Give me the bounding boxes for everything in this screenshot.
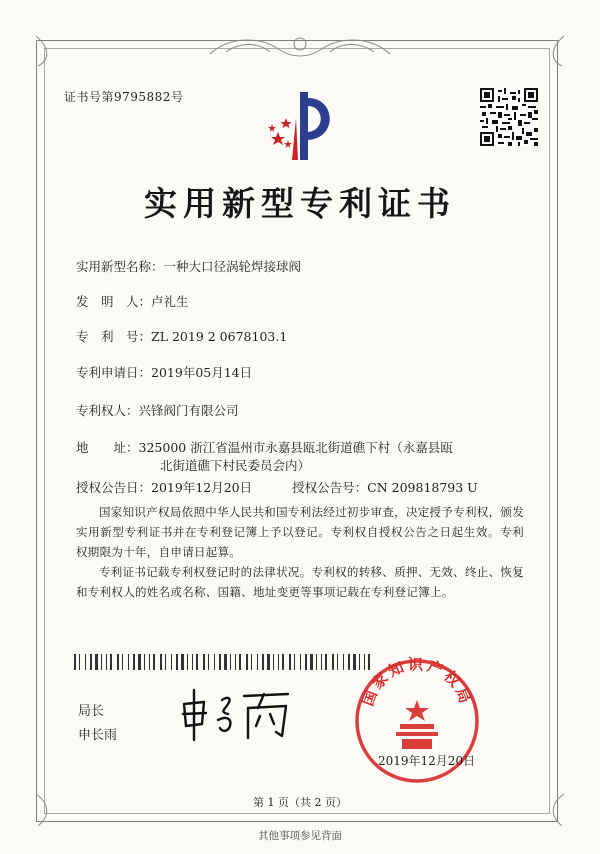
barcode-bar [122,654,123,670]
barcode-bar [117,654,119,670]
filing-date-label: 专利申请日： [76,365,152,380]
grant-date-value: 2019年12月20日 [151,480,253,495]
seal-date: 2019年12月20日 [378,754,476,768]
barcode-bar [305,654,307,670]
qr-code-icon [480,88,538,146]
barcode-bar [85,654,86,670]
inventor-value: 卢礼生 [151,294,189,309]
body-paragraph-2: 专利证书记载专利权登记时的法律状况。专利权的转移、质押、无效、终止、恢复和专利权人的姓名或名称、国籍、地址变更等事项记载在专利登记簿上。 [76,565,524,599]
barcode-bar [79,654,80,670]
director-title: 局长 [78,704,105,719]
barcode-bar [106,654,107,670]
address-value-line1: 325000 浙江省温州市永嘉县瓯北街道礁下村（永嘉县瓯 [138,440,453,455]
cnipa-logo-icon [262,88,342,164]
barcode-bar [343,654,344,670]
barcode-bar [316,654,317,670]
barcode-bar [282,654,284,670]
body-paragraph-1: 国家知识产权局依照中华人民共和国专利法经过初步审查，决定授予专利权，颁发实用新型专利证书并在专利登记簿上予以登记。专利权自授权公告之日起生效。专利权期限为十年，自申请日起算。 [76,505,524,559]
certificate-number: 证书号第9795882号 [64,90,184,104]
barcode-bar [74,654,76,670]
barcode-bar [110,654,112,670]
barcode-bar [208,654,209,670]
footer-note: 其他事项参见背面 [258,830,342,842]
barcode-bar [171,654,172,670]
barcode-bar [230,654,231,670]
barcode-bar [321,654,322,670]
barcode-bar [138,654,141,670]
barcode-bar [219,654,221,670]
barcode-bar [278,654,279,670]
grant-row [76,478,478,496]
page-number: 第 1 页（共 2 页） [253,796,347,809]
barcode-bar [192,654,193,670]
barcode-bar [348,654,350,670]
barcode-bar [224,654,227,670]
barcode-bar [289,654,291,670]
barcode-bar [337,654,338,670]
barcode-bar [144,654,145,670]
barcode-bar [310,654,313,670]
inventor-row [76,292,189,310]
barcode-bar [128,654,129,670]
barcode-bar [239,654,241,670]
filing-date-row [76,363,252,381]
barcode-bar [90,654,92,670]
barcode-bar [133,654,135,670]
barcode-bar [203,654,205,670]
barcode-bar [294,654,295,670]
barcode-bar [300,654,301,670]
address-label: 地 址： [76,440,139,455]
barcode-bar [160,654,162,670]
utility-model-name-row [76,257,301,275]
barcode-bar [214,654,215,670]
barcode-bar [325,654,327,670]
seal-text: 国家知识产权局 [358,656,476,709]
director-signature [178,682,298,742]
barcode-bar [95,654,98,670]
barcode-bar [262,654,264,670]
certificate-title: 实用新型专利证书 [144,184,456,223]
barcode-bar [251,654,252,670]
patentee-value: 兴锋阀门有限公司 [138,403,239,418]
barcode-bar [273,654,274,670]
grant-date-label: 授权公告日： [76,480,152,495]
top-ornament-border [30,30,570,70]
barcode-bar [267,654,270,670]
address-row [76,438,453,456]
utility-model-name-value: 一种大口径涡轮焊接球阀 [163,259,302,274]
patentee-row [76,401,239,419]
patent-number-label: 专 利 号： [76,329,152,344]
patentee-label: 专利权人： [76,403,139,418]
patent-number-value: ZL 2019 2 0678103.1 [151,329,288,344]
inventor-label: 发 明 人： [76,294,152,309]
barcode-bar [332,654,334,670]
patent-number-row [76,327,287,345]
barcode-bar [235,654,236,670]
director-name: 申长雨 [78,728,118,743]
barcode-bar [257,654,258,670]
grant-number-value: CN 209818793 U [367,480,478,495]
barcode-bar [176,654,178,670]
utility-model-name-label: 实用新型名称： [76,259,164,274]
filing-date-value: 2019年05月14日 [151,365,253,380]
barcode-bar [101,654,102,670]
barcode-bar [196,654,198,670]
barcode-bar [246,654,248,670]
address-value-line2: 北街道礁下村民委员会内） [160,458,311,473]
barcode-bar [187,654,188,670]
barcode-strip [74,654,374,670]
barcode-bar [153,654,155,670]
barcode-bar [181,654,184,670]
grant-number-label: 授权公告号： [292,480,368,495]
barcode-bar [149,654,150,670]
barcode-bar [165,654,166,670]
